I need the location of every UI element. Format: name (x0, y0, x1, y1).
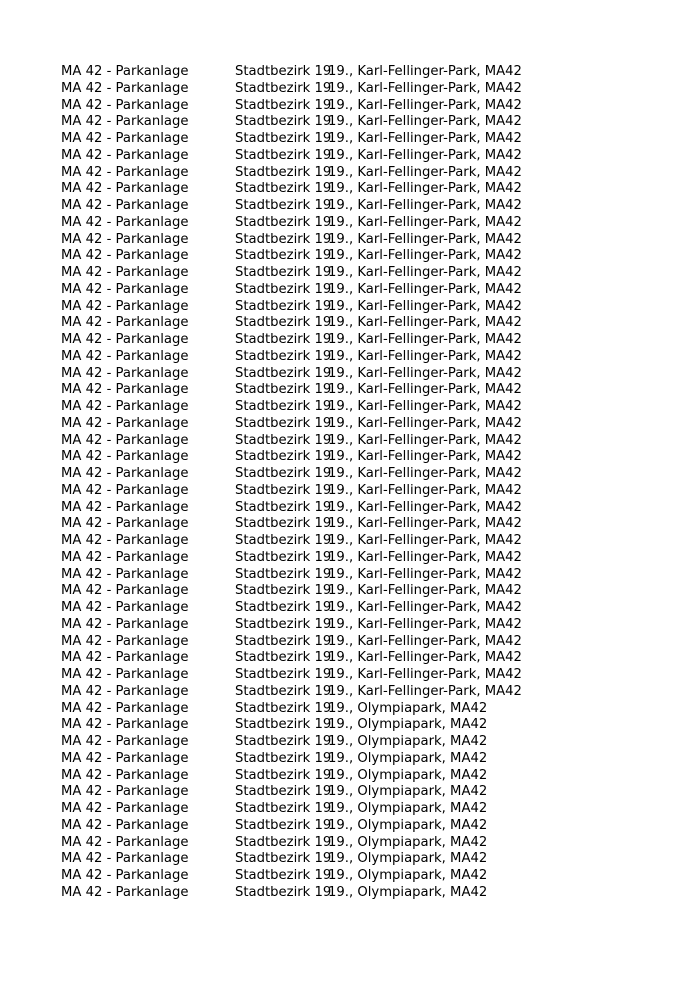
district-cell: Stadtbezirk 19 (235, 851, 332, 867)
category-cell: MA 42 - Parkanlage (61, 332, 189, 347)
district-cell: Stadtbezirk 19 (235, 164, 332, 180)
location-cell: 19., Karl-Fellinger-Park, MA42 (328, 683, 522, 699)
data-table (61, 64, 578, 902)
table-row (61, 282, 578, 299)
table-row (61, 516, 578, 533)
table-row (61, 801, 578, 818)
table-row (61, 701, 578, 718)
location-cell: 19., Olympiapark, MA42 (328, 784, 488, 800)
category-cell: MA 42 - Parkanlage (61, 449, 189, 465)
district-cell: Stadtbezirk 19 (235, 583, 332, 599)
district-cell: Stadtbezirk 19 (235, 131, 332, 146)
location-cell: 19., Olympiapark, MA42 (328, 734, 488, 749)
location-cell: 19., Karl-Fellinger-Park, MA42 (328, 549, 522, 565)
district-cell: Stadtbezirk 19 (235, 147, 332, 163)
category-cell: MA 42 - Parkanlage (61, 181, 189, 197)
location-cell: 19., Karl-Fellinger-Park, MA42 (328, 265, 522, 280)
location-cell: 19., Olympiapark, MA42 (328, 851, 488, 867)
table-row (61, 449, 578, 466)
district-cell: Stadtbezirk 19 (235, 466, 332, 481)
table-row (61, 583, 578, 600)
location-cell: 19., Karl-Fellinger-Park, MA42 (328, 466, 522, 481)
district-cell: Stadtbezirk 19 (235, 415, 332, 431)
category-cell: MA 42 - Parkanlage (61, 499, 189, 515)
table-row (61, 500, 578, 517)
location-cell: 19., Olympiapark, MA42 (328, 801, 488, 816)
category-cell: MA 42 - Parkanlage (61, 801, 189, 816)
district-cell: Stadtbezirk 19 (235, 817, 332, 833)
district-cell: Stadtbezirk 19 (235, 382, 332, 398)
table-row (61, 382, 578, 399)
location-cell: 19., Karl-Fellinger-Park, MA42 (328, 566, 522, 582)
category-cell: MA 42 - Parkanlage (61, 600, 189, 615)
category-cell: MA 42 - Parkanlage (61, 516, 189, 532)
district-cell: Stadtbezirk 19 (235, 399, 332, 414)
category-cell: MA 42 - Parkanlage (61, 884, 189, 900)
location-cell: 19., Karl-Fellinger-Park, MA42 (328, 281, 522, 297)
district-cell: Stadtbezirk 19 (235, 868, 332, 883)
location-cell: 19., Karl-Fellinger-Park, MA42 (328, 616, 522, 632)
table-row (61, 332, 578, 349)
district-cell: Stadtbezirk 19 (235, 549, 332, 565)
table-row (61, 64, 578, 81)
location-cell: 19., Karl-Fellinger-Park, MA42 (328, 415, 522, 431)
district-cell: Stadtbezirk 19 (235, 281, 332, 297)
table-row (61, 131, 578, 148)
location-cell: 19., Karl-Fellinger-Park, MA42 (328, 399, 522, 414)
district-cell: Stadtbezirk 19 (235, 734, 332, 749)
table-row (61, 165, 578, 182)
category-cell: MA 42 - Parkanlage (61, 616, 189, 632)
district-cell: Stadtbezirk 19 (235, 198, 332, 213)
table-row (61, 215, 578, 232)
location-cell: 19., Karl-Fellinger-Park, MA42 (328, 516, 522, 532)
location-cell: 19., Karl-Fellinger-Park, MA42 (328, 365, 522, 381)
category-cell: MA 42 - Parkanlage (61, 533, 189, 548)
location-cell: 19., Olympiapark, MA42 (328, 767, 488, 783)
location-cell: 19., Karl-Fellinger-Park, MA42 (328, 315, 522, 331)
location-cell: 19., Karl-Fellinger-Park, MA42 (328, 231, 522, 247)
district-cell: Stadtbezirk 19 (235, 717, 332, 733)
category-cell: MA 42 - Parkanlage (61, 114, 189, 130)
table-row (61, 265, 578, 282)
category-cell: MA 42 - Parkanlage (61, 382, 189, 398)
district-cell: Stadtbezirk 19 (235, 566, 332, 582)
category-cell: MA 42 - Parkanlage (61, 248, 189, 264)
location-cell: 19., Karl-Fellinger-Park, MA42 (328, 583, 522, 599)
location-cell: 19., Karl-Fellinger-Park, MA42 (328, 181, 522, 197)
category-cell: MA 42 - Parkanlage (61, 482, 189, 498)
category-cell: MA 42 - Parkanlage (61, 784, 189, 800)
table-row (61, 248, 578, 265)
category-cell: MA 42 - Parkanlage (61, 432, 189, 448)
location-cell: 19., Karl-Fellinger-Park, MA42 (328, 198, 522, 213)
category-cell: MA 42 - Parkanlage (61, 566, 189, 582)
location-cell: 19., Olympiapark, MA42 (328, 717, 488, 733)
category-cell: MA 42 - Parkanlage (61, 348, 189, 364)
table-row (61, 433, 578, 450)
category-cell: MA 42 - Parkanlage (61, 868, 189, 883)
table-row (61, 751, 578, 768)
district-cell: Stadtbezirk 19 (235, 750, 332, 766)
table-row (61, 667, 578, 684)
table-row (61, 600, 578, 617)
table-row (61, 198, 578, 215)
category-cell: MA 42 - Parkanlage (61, 198, 189, 213)
table-row (61, 181, 578, 198)
table-row (61, 818, 578, 835)
category-cell: MA 42 - Parkanlage (61, 817, 189, 833)
district-cell: Stadtbezirk 19 (235, 667, 332, 682)
table-row (61, 399, 578, 416)
district-cell: Stadtbezirk 19 (235, 616, 332, 632)
location-cell: 19., Olympiapark, MA42 (328, 700, 488, 716)
location-cell: 19., Karl-Fellinger-Park, MA42 (328, 332, 522, 347)
district-cell: Stadtbezirk 19 (235, 432, 332, 448)
location-cell: 19., Olympiapark, MA42 (328, 817, 488, 833)
category-cell: MA 42 - Parkanlage (61, 700, 189, 716)
category-cell: MA 42 - Parkanlage (61, 298, 189, 314)
category-cell: MA 42 - Parkanlage (61, 851, 189, 867)
table-row (61, 768, 578, 785)
table-row (61, 98, 578, 115)
district-cell: Stadtbezirk 19 (235, 449, 332, 465)
category-cell: MA 42 - Parkanlage (61, 549, 189, 565)
table-row (61, 81, 578, 98)
table-row (61, 483, 578, 500)
location-cell: 19., Karl-Fellinger-Park, MA42 (328, 164, 522, 180)
location-cell: 19., Olympiapark, MA42 (328, 834, 488, 850)
category-cell: MA 42 - Parkanlage (61, 834, 189, 850)
location-cell: 19., Karl-Fellinger-Park, MA42 (328, 449, 522, 465)
district-cell: Stadtbezirk 19 (235, 834, 332, 850)
location-cell: 19., Karl-Fellinger-Park, MA42 (328, 348, 522, 364)
location-cell: 19., Karl-Fellinger-Park, MA42 (328, 600, 522, 615)
table-row (61, 232, 578, 249)
category-cell: MA 42 - Parkanlage (61, 365, 189, 381)
table-row (61, 617, 578, 634)
location-cell: 19., Karl-Fellinger-Park, MA42 (328, 64, 522, 79)
district-cell: Stadtbezirk 19 (235, 114, 332, 130)
district-cell: Stadtbezirk 19 (235, 231, 332, 247)
location-cell: 19., Karl-Fellinger-Park, MA42 (328, 650, 522, 666)
category-cell: MA 42 - Parkanlage (61, 466, 189, 481)
category-cell: MA 42 - Parkanlage (61, 717, 189, 733)
category-cell: MA 42 - Parkanlage (61, 231, 189, 247)
location-cell: 19., Karl-Fellinger-Park, MA42 (328, 131, 522, 146)
location-cell: 19., Karl-Fellinger-Park, MA42 (328, 114, 522, 130)
location-cell: 19., Karl-Fellinger-Park, MA42 (328, 633, 522, 649)
location-cell: 19., Olympiapark, MA42 (328, 884, 488, 900)
location-cell: 19., Karl-Fellinger-Park, MA42 (328, 147, 522, 163)
table-row (61, 315, 578, 332)
table-row (61, 684, 578, 701)
category-cell: MA 42 - Parkanlage (61, 131, 189, 146)
category-cell: MA 42 - Parkanlage (61, 734, 189, 749)
table-row (61, 851, 578, 868)
table-row (61, 650, 578, 667)
district-cell: Stadtbezirk 19 (235, 801, 332, 816)
category-cell: MA 42 - Parkanlage (61, 265, 189, 280)
table-row (61, 114, 578, 131)
district-cell: Stadtbezirk 19 (235, 365, 332, 381)
district-cell: Stadtbezirk 19 (235, 784, 332, 800)
category-cell: MA 42 - Parkanlage (61, 750, 189, 766)
location-cell: 19., Olympiapark, MA42 (328, 868, 488, 883)
district-cell: Stadtbezirk 19 (235, 332, 332, 347)
table-row (61, 835, 578, 852)
district-cell: Stadtbezirk 19 (235, 650, 332, 666)
category-cell: MA 42 - Parkanlage (61, 399, 189, 414)
table-row (61, 550, 578, 567)
category-cell: MA 42 - Parkanlage (61, 633, 189, 649)
category-cell: MA 42 - Parkanlage (61, 315, 189, 331)
district-cell: Stadtbezirk 19 (235, 298, 332, 314)
district-cell: Stadtbezirk 19 (235, 600, 332, 615)
location-cell: 19., Karl-Fellinger-Park, MA42 (328, 80, 522, 96)
district-cell: Stadtbezirk 19 (235, 767, 332, 783)
category-cell: MA 42 - Parkanlage (61, 415, 189, 431)
district-cell: Stadtbezirk 19 (235, 516, 332, 532)
table-row (61, 366, 578, 383)
table-row (61, 784, 578, 801)
category-cell: MA 42 - Parkanlage (61, 667, 189, 682)
district-cell: Stadtbezirk 19 (235, 633, 332, 649)
table-row (61, 533, 578, 550)
location-cell: 19., Karl-Fellinger-Park, MA42 (328, 248, 522, 264)
district-cell: Stadtbezirk 19 (235, 80, 332, 96)
location-cell: 19., Karl-Fellinger-Park, MA42 (328, 432, 522, 448)
location-cell: 19., Karl-Fellinger-Park, MA42 (328, 482, 522, 498)
table-row (61, 634, 578, 651)
district-cell: Stadtbezirk 19 (235, 64, 332, 79)
district-cell: Stadtbezirk 19 (235, 499, 332, 515)
district-cell: Stadtbezirk 19 (235, 315, 332, 331)
district-cell: Stadtbezirk 19 (235, 214, 332, 230)
category-cell: MA 42 - Parkanlage (61, 281, 189, 297)
table-row (61, 885, 578, 902)
category-cell: MA 42 - Parkanlage (61, 214, 189, 230)
district-cell: Stadtbezirk 19 (235, 533, 332, 548)
table-row (61, 567, 578, 584)
category-cell: MA 42 - Parkanlage (61, 164, 189, 180)
district-cell: Stadtbezirk 19 (235, 97, 332, 113)
table-row (61, 299, 578, 316)
location-cell: 19., Karl-Fellinger-Park, MA42 (328, 97, 522, 113)
table-row (61, 416, 578, 433)
table-row (61, 734, 578, 751)
category-cell: MA 42 - Parkanlage (61, 683, 189, 699)
category-cell: MA 42 - Parkanlage (61, 97, 189, 113)
location-cell: 19., Karl-Fellinger-Park, MA42 (328, 667, 522, 682)
district-cell: Stadtbezirk 19 (235, 181, 332, 197)
location-cell: 19., Karl-Fellinger-Park, MA42 (328, 214, 522, 230)
location-cell: 19., Karl-Fellinger-Park, MA42 (328, 499, 522, 515)
district-cell: Stadtbezirk 19 (235, 683, 332, 699)
table-row (61, 148, 578, 165)
district-cell: Stadtbezirk 19 (235, 700, 332, 716)
location-cell: 19., Karl-Fellinger-Park, MA42 (328, 533, 522, 548)
district-cell: Stadtbezirk 19 (235, 884, 332, 900)
table-row (61, 868, 578, 885)
category-cell: MA 42 - Parkanlage (61, 583, 189, 599)
district-cell: Stadtbezirk 19 (235, 265, 332, 280)
category-cell: MA 42 - Parkanlage (61, 147, 189, 163)
table-row (61, 349, 578, 366)
location-cell: 19., Olympiapark, MA42 (328, 750, 488, 766)
table-row (61, 717, 578, 734)
location-cell: 19., Karl-Fellinger-Park, MA42 (328, 382, 522, 398)
district-cell: Stadtbezirk 19 (235, 482, 332, 498)
district-cell: Stadtbezirk 19 (235, 248, 332, 264)
district-cell: Stadtbezirk 19 (235, 348, 332, 364)
category-cell: MA 42 - Parkanlage (61, 80, 189, 96)
category-cell: MA 42 - Parkanlage (61, 767, 189, 783)
location-cell: 19., Karl-Fellinger-Park, MA42 (328, 298, 522, 314)
category-cell: MA 42 - Parkanlage (61, 650, 189, 666)
table-row (61, 466, 578, 483)
category-cell: MA 42 - Parkanlage (61, 64, 189, 79)
